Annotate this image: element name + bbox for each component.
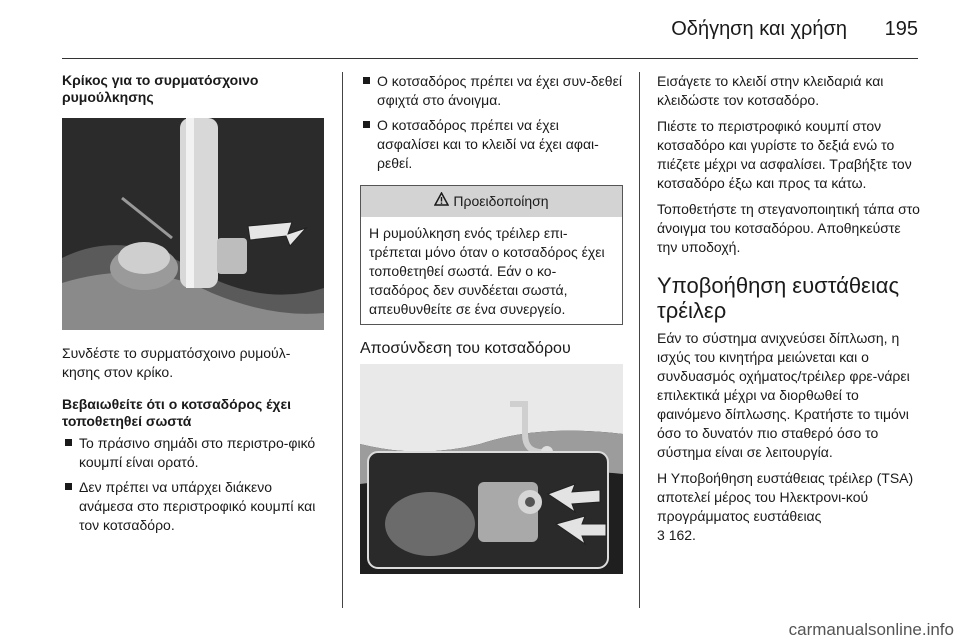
tow-eye-heading: Κρίκος για το συρματόσχοινο ρυμούλκησης [62,72,259,105]
connect-cable-text: Συνδέστε το συρματόσχοινο ρυμούλ-κησης στον κρίκο. [62,345,291,380]
bullet-square-icon [363,121,370,128]
watermark: carmanualsonline.info [788,620,954,639]
column-1 [62,72,326,541]
bullet-square-icon [65,483,72,490]
tsa-part-of-esp: Η Υποβοήθηση ευστάθειας τρέιλερ (TSA) αποτελεί μέρος του Ηλεκτρονι-κού προγράμματος ευστάθειας 3 162. [657,470,914,543]
column-2 [360,72,623,574]
tsa-description: Εάν το σύστημα ανιχνεύσει δίπλωση, η ισχύς του κινητήρα μειώνεται και ο συνδυασμός οχήματος/τρέιλερ φρε-νάρει επιλεκτικά μέχρι να διορθωθεί το φαινόμενο δίπλωσης. Κρατήστε το τιμόνι όσο το δυνατόν πιο σταθερό όσο το σύστημα είναι σε λειτουργία. [657,330,910,460]
warning-text: Η ρυμούλκηση ενός τρέιλερ επι-τρέπεται μόνο όταν ο κοτσαδόρος έχει τοποθετηθεί σωστά. Εάν ο κο-τσαδόρος δεν συνδέεται σωστά, απευθυνθείτε σε ένα συνεργείο. [369,225,605,317]
header-title: Οδήγηση και χρήση [671,18,847,40]
tow-bar-photo-1 [62,118,324,330]
page-header [0,0,960,60]
rotary-knob-text: Πιέστε το περιστροφικό κουμπί στον κοτσαδόρο και γυρίστε το δεξιά ενώ το πιέζετε μέχρι να ασφαλίσει. Τραβήξτε τον κοτσαδόρο έξω και προς τα κάτω. [657,118,912,191]
bullet-square-icon [363,77,370,84]
check-fit-heading: Βεβαιωθείτε ότι ο κοτσαδόρος έχει τοποθετηθεί σωστά [62,396,292,429]
insert-key-text: Εισάγετε το κλειδί στην κλειδαριά και κλειδώστε τον κοτσαδόρο. [657,73,884,108]
detach-heading: Αποσύνδεση του κοτσαδόρου [360,340,571,357]
list-item: Ο κοτσαδόρος πρέπει να έχει ασφαλίσει και το κλειδί να έχει αφαι-ρεθεί. [360,116,623,173]
header-rule [62,58,918,59]
page-reference[interactable]: 162. [668,527,696,543]
warning-triangle-icon [434,192,449,211]
list-item: Το πράσινο σημάδι στο περιστρο-φικό κουμπί είναι ορατό. [62,434,326,472]
list-item: Ο κοτσαδόρος πρέπει να έχει συν-δεθεί σφιχτά στο άνοιγμα. [360,72,623,110]
fit-conditions-list [360,72,623,173]
warning-header [361,186,622,217]
tsa-heading: Υποβοήθηση ευστάθειας τρέιλερ [657,273,900,323]
check-fit-list [62,434,326,535]
column-divider-1 [342,72,343,608]
detach-illustration [360,364,623,574]
list-item: Δεν πρέπει να υπάρχει διάκενο ανάμεσα στο περιστροφικό κουμπί και τον κοτσαδόρο. [62,478,326,535]
tow-bar-photo-2 [360,364,623,574]
bullet-square-icon [65,439,72,446]
page-ref-arrow-icon: 3 [657,527,665,543]
warning-box [360,185,623,325]
sealing-cap-text: Τοποθετήστε τη στεγανοποιητική τάπα στο άνοιγμα του κοτσαδόρου. Αποθηκεύστε την υποδοχή. [657,201,920,255]
warning-title: Προειδοποίηση [453,193,549,209]
column-divider-2 [639,72,640,608]
page-number: 195 [884,18,918,40]
tow-eye-illustration [62,118,324,330]
column-3 [657,72,922,552]
